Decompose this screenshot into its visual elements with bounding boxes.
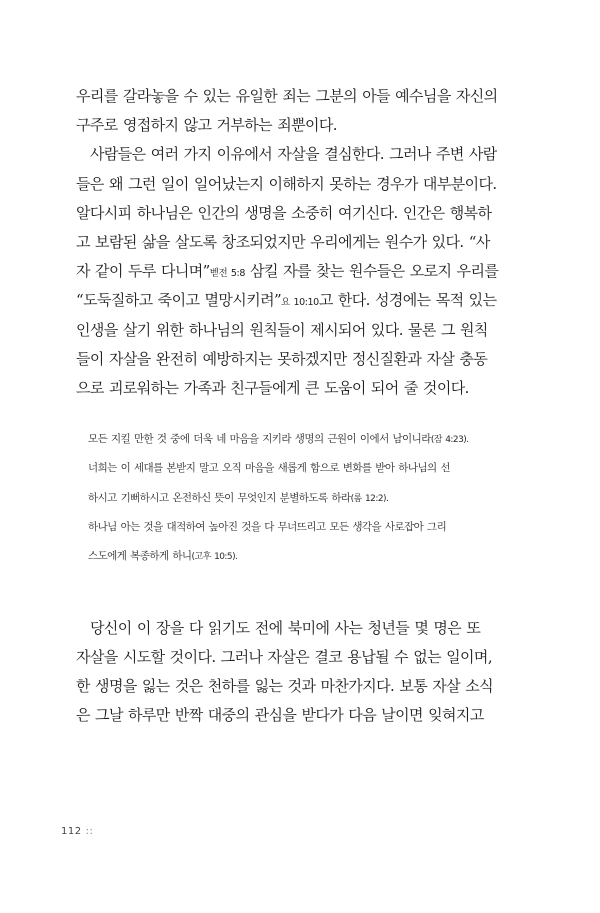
para2-line-7: 인생을 살기 위한 하나님의 원칙들이 제시되어 있다. 물론 그 원칙 <box>76 320 488 339</box>
para2-line-5 <box>76 257 501 286</box>
para2-line-8: 들이 자살을 완전히 예방하지는 못하겠지만 정신질환과 자살 충동 <box>76 349 488 368</box>
quote-line-4: 하나님 아는 것을 대적하여 높아진 것을 다 무너뜨리고 모든 생각을 사로잡아 그리 <box>88 520 447 533</box>
scripture-quotes <box>76 425 501 571</box>
para1-line-2: 구주로 영접하지 않고 거부하는 죄뿐이다. <box>76 116 337 135</box>
page-number <box>61 826 93 837</box>
para2-line-5-text-a: 자 같이 두루 다니며” <box>76 262 210 281</box>
para2-line-2: 들은 왜 그런 일이 일어났는지 이해하지 못하는 경우가 대부분이다. <box>76 174 497 193</box>
body-text <box>76 82 501 730</box>
quote-line-3 <box>88 484 501 513</box>
folio-separator: :: <box>85 826 94 837</box>
para2-line-6-text-b: 고 한다. 성경에는 목적 있는 <box>318 291 497 310</box>
quote-line-2: 너희는 이 세대를 본받지 말고 오직 마음을 새롭게 함으로 변화를 받아 하나님의 선 <box>88 462 451 475</box>
quote-line-5-text: 스도에게 복종하게 하니 <box>88 550 192 563</box>
para2-line-5-text-b: 삼킬 자를 찾는 원수들은 오로지 우리를 <box>244 262 499 281</box>
para3-line-4: 은 그날 하루만 반짝 대중의 관심을 받다가 다음 날이면 잊혀지고 <box>76 706 484 725</box>
quote-ref-proverbs: (잠 4:23). <box>430 435 469 446</box>
para3-line-2: 자살을 시도할 것이다. 그러나 자살은 결코 용납될 수 없는 일이며, <box>76 647 492 666</box>
scripture-ref-john: 요 10:10 <box>281 297 319 309</box>
para2-line-6 <box>76 286 501 315</box>
para2-line-6-text-a: “도둑질하고 죽이고 멸망시키려” <box>76 291 282 310</box>
para2-line-9: 으로 괴로워하는 가족과 친구들에게 큰 도움이 되어 줄 것이다. <box>76 378 469 397</box>
quote-ref-2corinthians: (고후 10:5). <box>191 552 238 563</box>
quote-line-5 <box>88 542 501 571</box>
quote-line-1 <box>88 425 501 454</box>
quote-line-3-text: 하시고 기뻐하시고 온전하신 뜻이 무엇인지 분별하도록 하라 <box>88 491 351 504</box>
quote-line-1-text: 모든 지킬 만한 것 중에 더욱 네 마음을 지키라 생명의 근원이 이에서 남이니라 <box>88 433 431 446</box>
para2-line-3: 알다시피 하나님은 인간의 생명을 소중히 여기신다. 인간은 행복하 <box>76 203 492 222</box>
page-number-value: 112 <box>61 826 82 837</box>
para3-line-1: 당신이 이 장을 다 읽기도 전에 북미에 사는 청년들 몇 명은 또 <box>90 618 481 637</box>
quote-ref-romans: (롬 12:2). <box>350 493 389 504</box>
para2-line-4: 고 보람된 삶을 살도록 창조되었지만 우리에게는 원수가 있다. “사 <box>76 232 490 251</box>
para1-line-1: 우리를 갈라놓을 수 있는 유일한 죄는 그분의 아들 예수님을 자신의 <box>76 87 498 105</box>
scripture-ref-1peter: 벧전 5:8 <box>209 268 245 280</box>
para3-line-3: 한 생명을 잃는 것은 천하를 잃는 것과 마찬가지다. 보통 자살 소식 <box>76 676 493 695</box>
para2-line-1: 사람들은 여러 가지 이유에서 자살을 결심한다. 그러나 주변 사람 <box>90 145 497 164</box>
